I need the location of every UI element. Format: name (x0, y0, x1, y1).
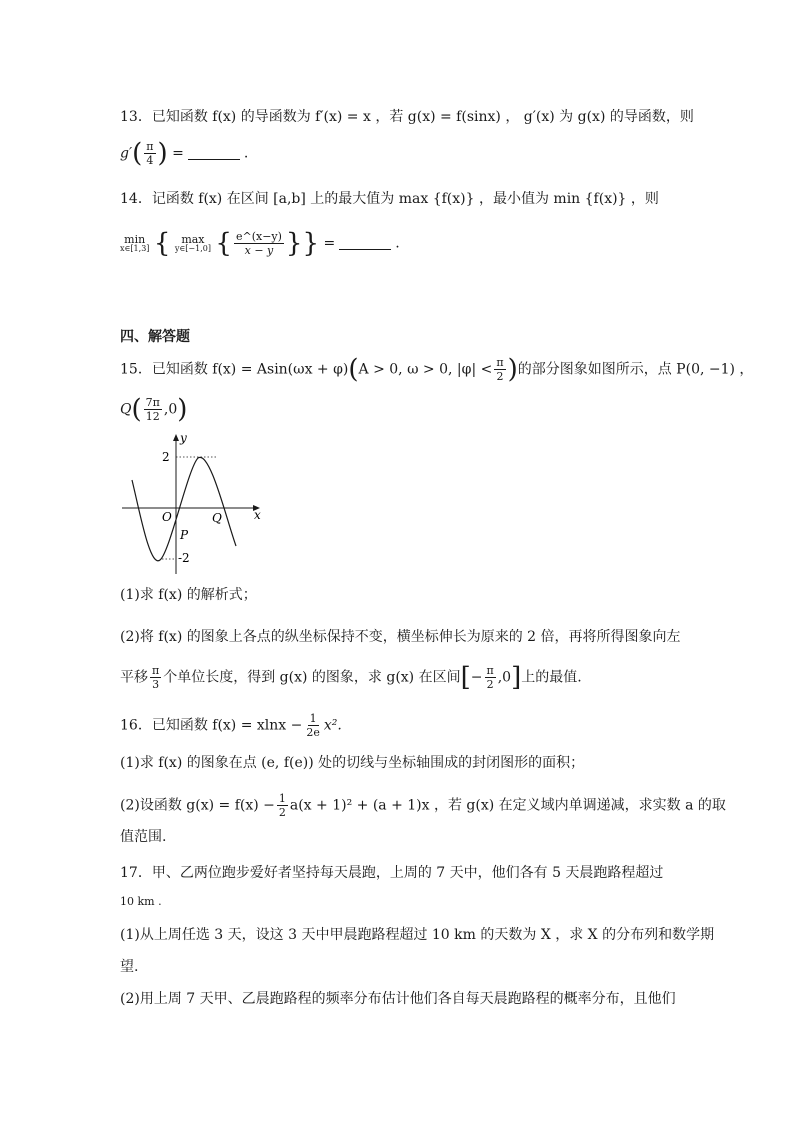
q15-line1: 15．已知函数 f(x) = Asin(ωx + φ)(A > 0, ω > 0, |φ| < $\frac{\pi}{2}$ )的部分图象如图所示，点 P(0, −1) ， (120, 354, 754, 385)
q13-g-prime: g′ (120, 145, 133, 162)
q15-part2-line2: 平移 $\frac{\pi}{3}$ 个单位长度，得到 g(x) 的图象，求 g(x) 在区间[− $\frac{\pi}{2}$ ,0]上的最值. (120, 662, 582, 693)
q14-line1: 14．记函数 f(x) 在区间 [a,b] 上的最大值为 max {f(x)} ，最小值为 min {f(x)} ，则 (120, 191, 659, 207)
q16-line1: 16．已知函数 f(x) = xlnx − $\frac{1}{2e}$ x². (120, 712, 342, 740)
origin-label: O (162, 510, 172, 524)
y-min-label: -2 (178, 551, 190, 565)
q17-part1-line1: (1)从上周任选 3 天，设这 3 天中甲晨跑路程超过 10 km 的天数为 X ，求 X 的分布列和数学期 (120, 927, 715, 943)
q15-part2-line1: (2)将 f(x) 的图象上各点的纵坐标保持不变，横坐标伸长为原来的 2 倍，再将所得图象向左 (120, 629, 681, 645)
q13-line1: 13．已知函数 f(x) 的导函数为 f′(x) = x ，若 g(x) = f(sinx) ， g′(x) 为 g(x) 的导函数，则 (120, 109, 694, 125)
point-p-label: P (180, 528, 189, 542)
q16-part1: (1)求 f(x) 的图象在点 (e, f(e)) 处的切线与坐标轴围成的封闭图形的面积； (120, 755, 585, 771)
q17-line2: 10 km . (120, 895, 162, 908)
point-q-label: Q (212, 511, 222, 525)
section-heading: 四、解答题 (120, 329, 190, 345)
q14-answer-blank (339, 249, 391, 250)
y-axis-label: y (180, 431, 187, 445)
q13-pi-over-4: $\frac{\pi}{4}$ (146, 140, 154, 168)
q15-point-q: Q( $\frac{7\pi}{12}$ ,0) (120, 394, 188, 425)
q14-line2: min x∈[1,3] { max y∈[−1,0] { $\frac{e\^{}(x-y)}{x - y}$ }} = . (120, 228, 400, 259)
q15-sine-graph (118, 428, 268, 578)
x-axis-label: x (254, 508, 261, 522)
q17-part2-line1: (2)用上周 7 天甲、乙晨跑路程的频率分布估计他们各自每天晨跑路程的概率分布，且他们 (120, 991, 676, 1007)
y-axis-arrow (173, 434, 179, 441)
q14-fraction: $\frac{e\^{}(x-y)}{x - y}$ (235, 230, 282, 258)
q13-answer-blank (188, 159, 240, 160)
y-max-label: 2 (162, 450, 170, 464)
q16-part2-line2: 值范围. (120, 829, 167, 845)
q15-part1: (1)求 f(x) 的解析式； (120, 587, 257, 603)
sine-curve (132, 457, 236, 560)
q16-part2-line1: (2)设函数 g(x) = f(x) − $\frac{1}{2}$ a(x + 1)² + (a + 1)x ，若 g(x) 在定义域内单调递减，求实数 a 的取 (120, 792, 726, 820)
q17-part1-line2: 望. (120, 959, 139, 975)
q13-line2: g′( $\frac{\pi}{4}$ ) = . (120, 138, 249, 169)
q17-line1: 17．甲、乙两位跑步爱好者坚持每天晨跑，上周的 7 天中，他们各有 5 天晨跑路程超过 (120, 865, 664, 881)
